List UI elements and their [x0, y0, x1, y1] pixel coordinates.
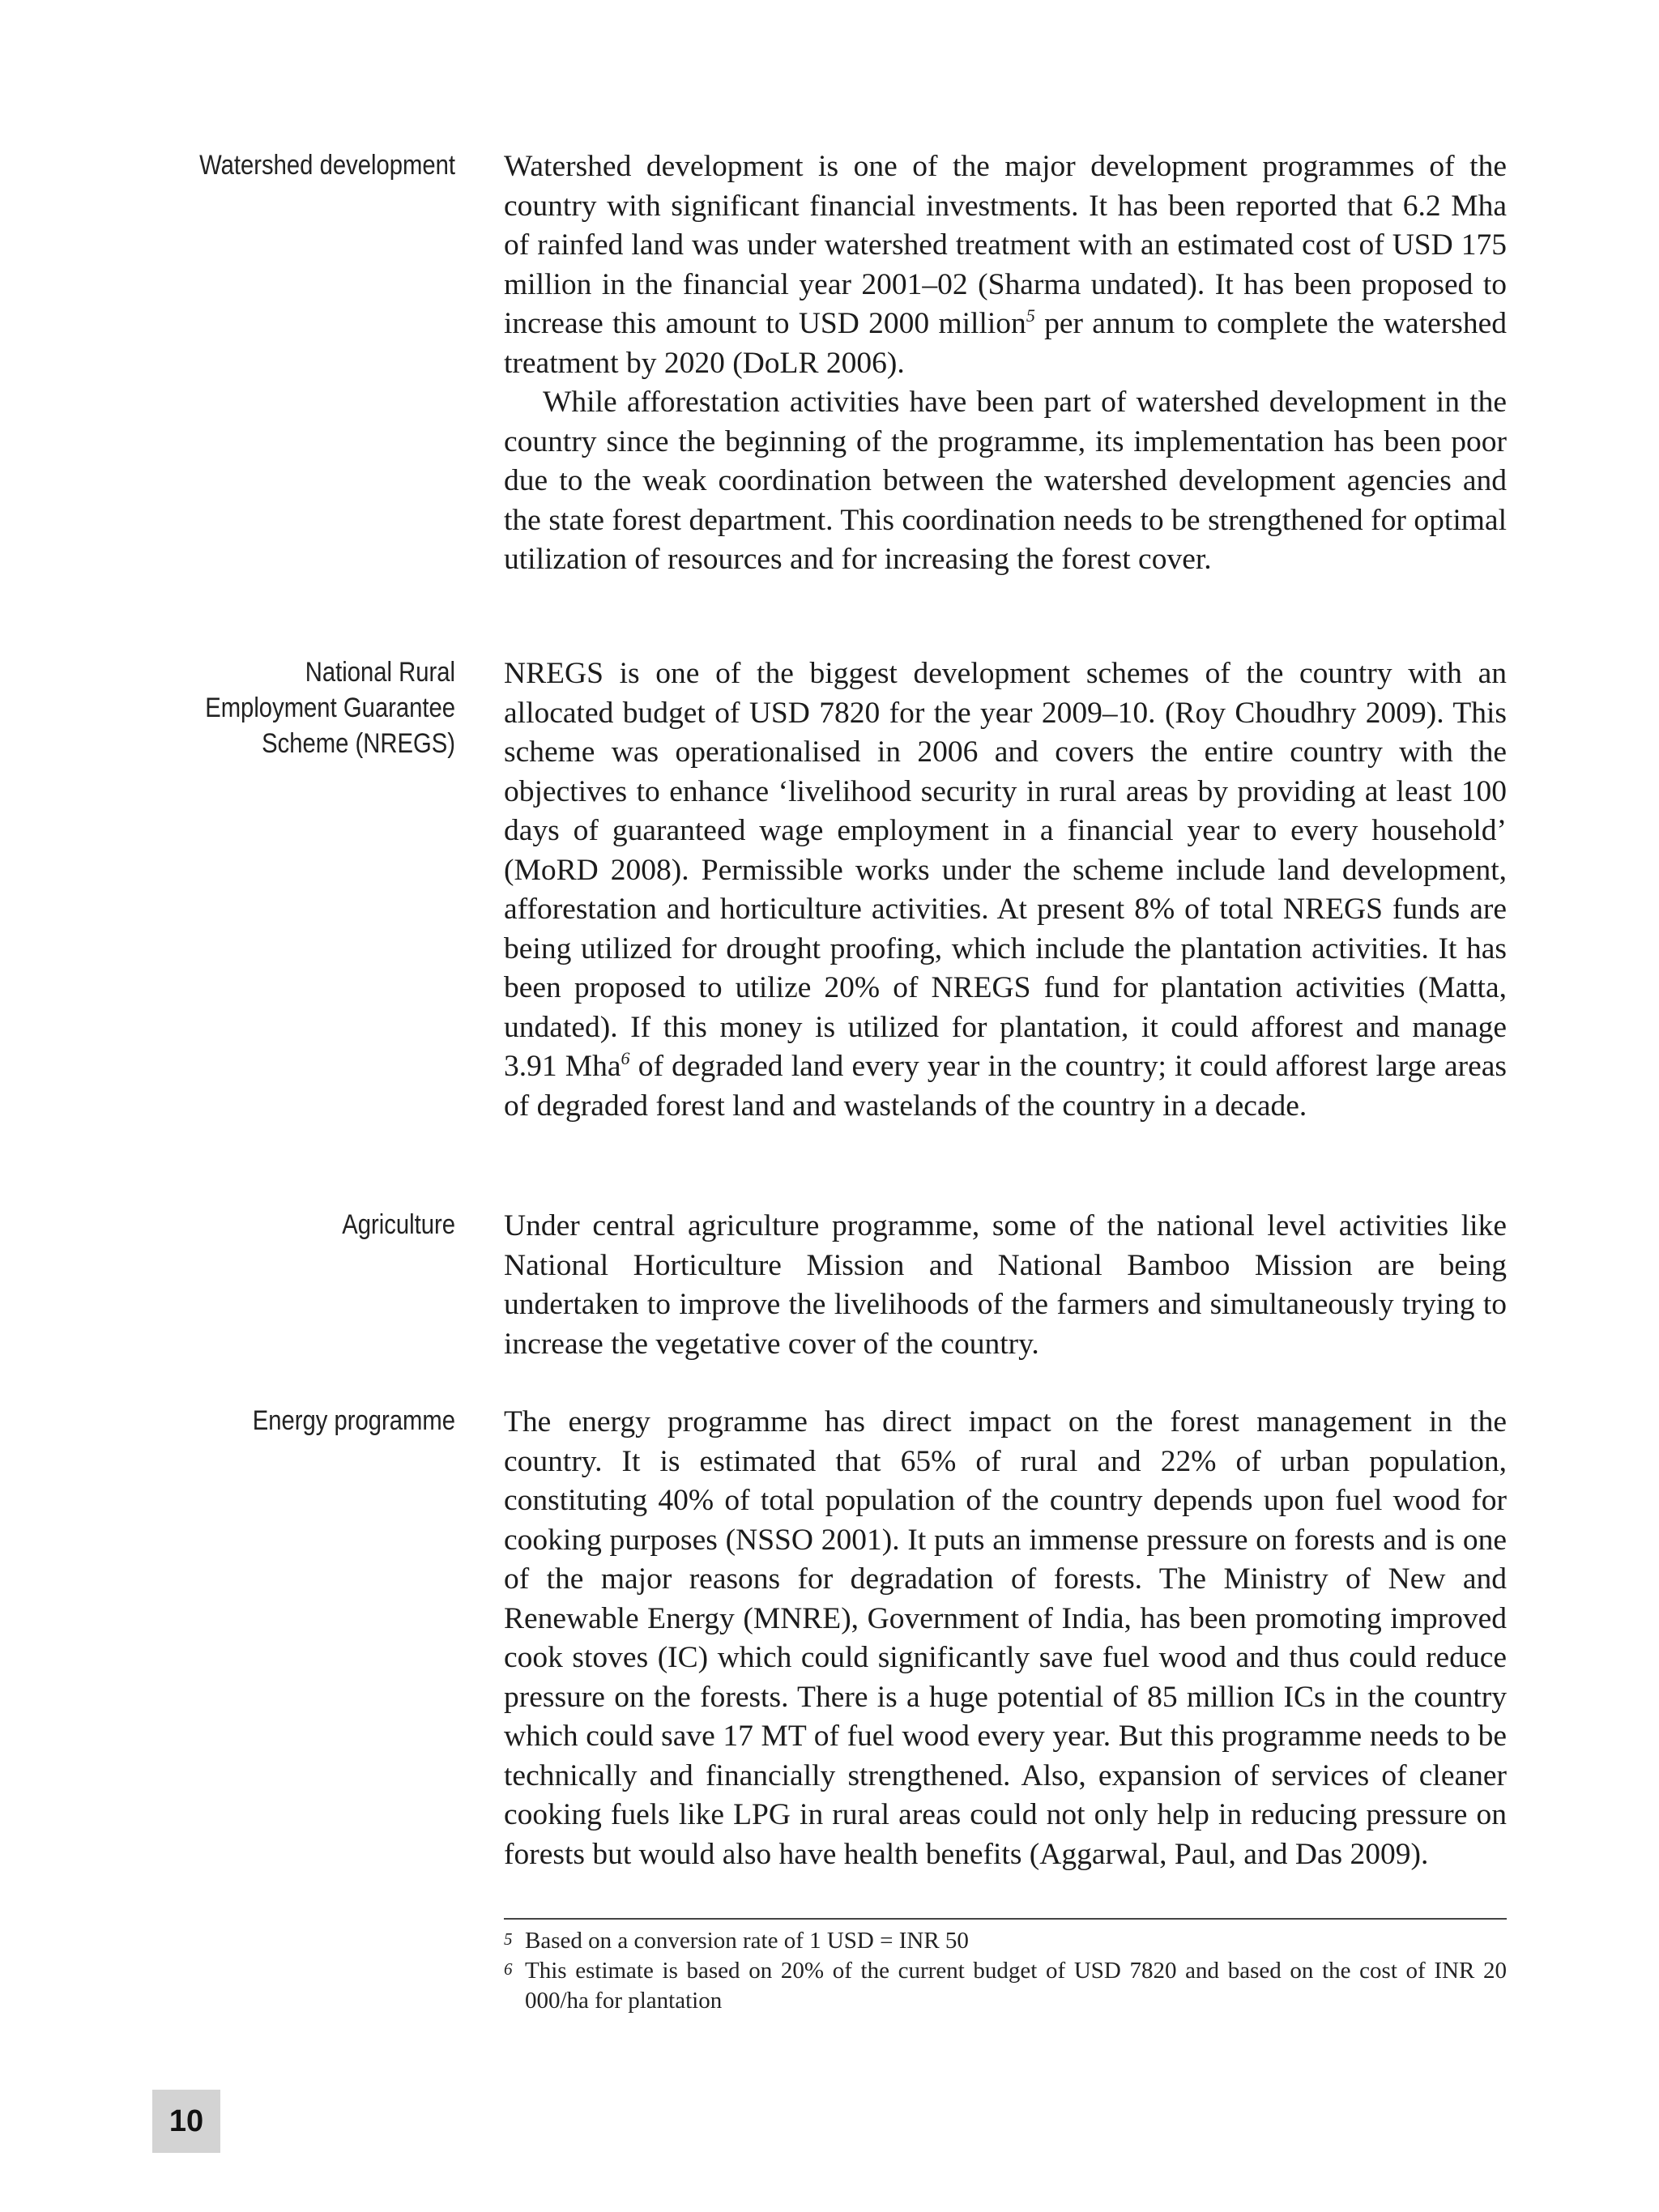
footnote-mark-5: 5: [504, 1929, 513, 1949]
page-number: 10: [152, 2090, 220, 2153]
body-watershed: [504, 147, 1507, 580]
paragraph-agriculture: Under central agriculture programme, some of the national level activities like National Horticulture Mission and National Bamboo Mission are being undertaken to improve the livelihoods of the farmers and simultaneously trying to increase the vegetative cover of the country.: [504, 1209, 1507, 1361]
footnote-text-5: Based on a conversion rate of 1 USD = INR 50: [525, 1928, 969, 1954]
footnote-text-6: This estimate is based on 20% of the current budget of USD 7820 and based on the cost of INR 20 000/ha for plantation: [525, 1958, 1507, 2014]
footnote-5: [504, 1926, 1507, 1956]
side-heading-agriculture: Agriculture: [342, 1209, 455, 1240]
side-heading-nregs-line-3: Scheme (NREGS): [262, 728, 455, 759]
text-watershed-1a: Watershed development is one of the major development programmes of the country with significant financial investments. It has been reported that 6.2 Mha of rainfed land was under watershed treatment with an estimated cost of USD 175 million in the financial year 2001–02 (Sharma undated). It has been proposed to increase this amount to USD 2000 million: [504, 150, 1507, 340]
body-nregs: [504, 654, 1507, 1126]
body-energy: [504, 1403, 1507, 1874]
paragraph-nregs: [504, 654, 1507, 1126]
body-agriculture: [504, 1207, 1507, 1364]
footnotes: [504, 1926, 1507, 2016]
text-watershed-1b: per annum to complete the watershed treatment by 2020 (DoLR 2006).: [504, 307, 1507, 380]
side-heading-nregs-line-1: National Rural: [305, 657, 455, 688]
paragraph-watershed-2: While afforestation activities have been part of watershed development in the country since the beginning of the programme, its implementation has been poor due to the weak coordination between the watershed development agencies and the state forest department. This coordination needs to be strengthened for optimal utilization of resources and for increasing the forest cover.: [504, 386, 1507, 576]
footnote-ref-5: 5: [1026, 305, 1035, 326]
paragraph-energy: The energy programme has direct impact on the forest management in the country. It is estimated that 65% of rural and 22% of urban population, constituting 40% of total population of the country depends upon fuel wood for cooking purposes (NSSO 2001). It puts an immense pressure on forests and is one of the major reasons for degradation of forests. The Ministry of New and Renewable Energy (MNRE), Government of India, has been promoting improved cook stoves (IC) which could significantly save fuel wood and thus could reduce pressure on the forests. There is a huge potential of 85 million ICs in the country which could save 17 MT of fuel wood every year. But this programme needs to be technically and financially strengthened. Also, expansion of services of cleaner cooking fuels like LPG in rural areas could not only help in reducing pressure on forests but would also have health benefits (Aggarwal, Paul, and Das 2009).: [504, 1405, 1507, 1871]
side-heading-nregs-line-2: Employment Guarantee: [205, 693, 455, 723]
footnote-divider: [504, 1918, 1507, 1920]
text-nregs-b: of degraded land every year in the country; it could afforest large areas of degraded forest land and wastelands of the country in a decade.: [504, 1050, 1507, 1123]
side-heading-nregs: [175, 654, 455, 761]
footnote-ref-6: 6: [621, 1048, 630, 1068]
text-nregs-a: NREGS is one of the biggest development schemes of the country with an allocated budget of USD 7820 for the year 2009–10. (Roy Choudhry 2009). This scheme was operationalised in 2006 and covers the entire country with the objectives to enhance ‘livelihood security in rural areas by providing at least 100 days of guaranteed wage employment in a financial year to every household’ (MoRD 2008). Permissible works under the scheme include land development, afforestation and horticulture activities. At present 8% of total NREGS funds are being utilized for drought proofing, which include the plantation activities. It has been proposed to utilize 20% of NREGS fund for plantation activities (Matta, undated). If this money is utilized for plantation, it could afforest and manage 3.91 Mha: [504, 657, 1507, 1083]
side-heading-watershed: Watershed development: [199, 150, 455, 181]
footnote-mark-6: 6: [504, 1959, 513, 1979]
footnote-6: [504, 1956, 1507, 2016]
paragraph-watershed-1: [504, 147, 1507, 383]
side-heading-energy: Energy programme: [252, 1405, 455, 1436]
